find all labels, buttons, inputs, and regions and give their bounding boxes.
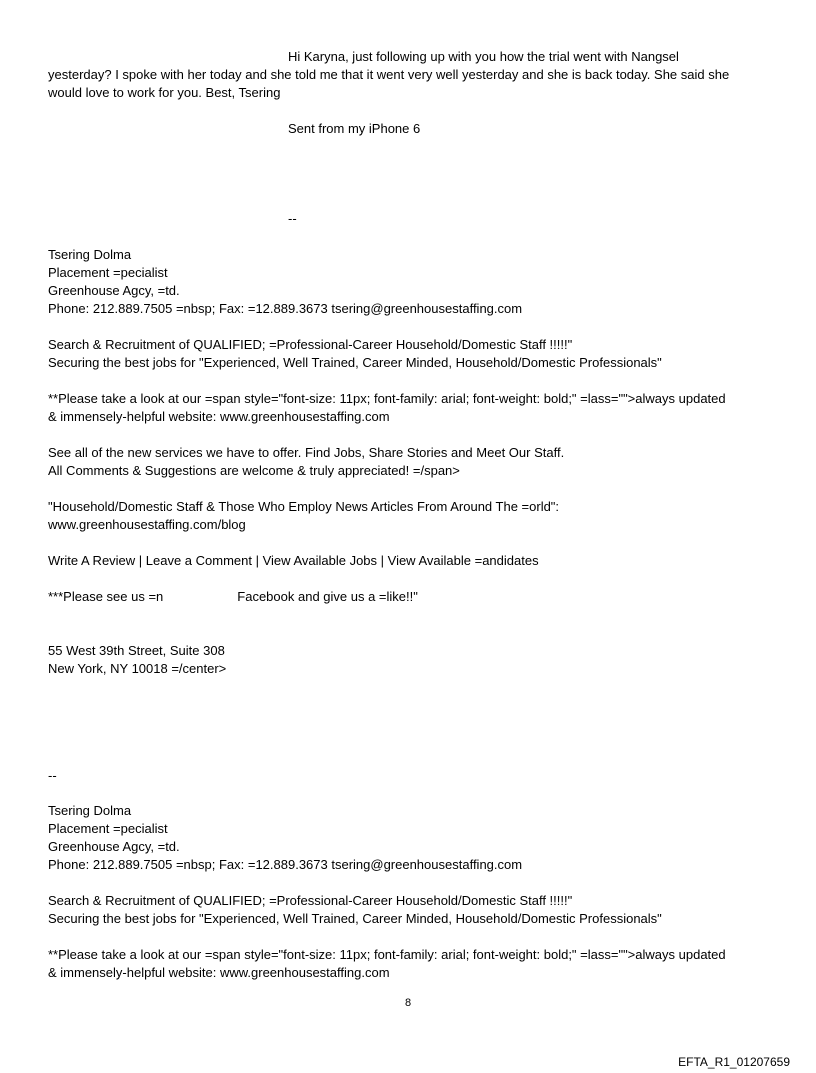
- message-line-1: Hi Karyna, just following up with you how the trial went with Nangsel: [288, 49, 679, 64]
- sig2-separator: --: [48, 768, 57, 783]
- sig1-securing-line: Securing the best jobs for "Experienced, Well Trained, Career Minded, Household/Domestic Professionals": [48, 355, 662, 370]
- sig1-search-line: Search & Recruitment of QUALIFIED; =Professional-Career Household/Domestic Staff !!!!!": [48, 337, 573, 352]
- sig1-title: Placement =pecialist: [48, 265, 168, 280]
- sig2-name: Tsering Dolma: [48, 803, 132, 818]
- sig1-news-line-2: www.greenhousestaffing.com/blog: [48, 517, 246, 532]
- sig1-services-line-2: All Comments & Suggestions are welcome & truly appreciated! =/span>: [48, 463, 460, 478]
- message-line-2: yesterday? I spoke with her today and she told me that it went very well yesterday and she is back today. She said she: [48, 67, 730, 82]
- sig1-services-line-1: See all of the new services we have to offer. Find Jobs, Share Stories and Meet Our Staff.: [48, 445, 565, 460]
- sent-from-line: Sent from my iPhone 6: [288, 121, 421, 136]
- sig1-facebook-line: [48, 588, 418, 606]
- sig1-address-line-1: 55 West 39th Street, Suite 308: [48, 643, 225, 658]
- bates-number: EFTA_R1_01207659: [678, 1055, 790, 1069]
- sig2-title: Placement =pecialist: [48, 821, 168, 836]
- signature-separator: --: [288, 211, 297, 226]
- sig2-securing-line: Securing the best jobs for "Experienced, Well Trained, Career Minded, Household/Domestic Professionals": [48, 911, 662, 926]
- sig1-news-line-1: "Household/Domestic Staff & Those Who Employ News Articles From Around The =orld":: [48, 499, 560, 514]
- sig2-phone-line: Phone: 212.889.7505 =nbsp; Fax: =12.889.3673 tsering@greenhousestaffing.com: [48, 857, 523, 872]
- sig1-address-line-2: New York, NY 10018 =/center>: [48, 661, 227, 676]
- sig1-website-line-2: & immensely-helpful website: www.greenhousestaffing.com: [48, 409, 390, 424]
- sig1-name: Tsering Dolma: [48, 247, 132, 262]
- sig1-links-line: Write A Review | Leave a Comment | View Available Jobs | View Available =andidates: [48, 553, 539, 568]
- sig1-website-line-1: **Please take a look at our =span style="font-size: 11px; font-family: arial; font-weight: bold;" =lass="">always updated: [48, 391, 726, 406]
- sig1-facebook-part-1: ***Please see us =n: [48, 589, 164, 604]
- sig1-phone-line: Phone: 212.889.7505 =nbsp; Fax: =12.889.3673 tsering@greenhousestaffing.com: [48, 301, 523, 316]
- sig2-search-line: Search & Recruitment of QUALIFIED; =Professional-Career Household/Domestic Staff !!!!!": [48, 893, 573, 908]
- sig1-facebook-part-2: Facebook and give us a =like!!": [237, 589, 418, 604]
- sig1-company: Greenhouse Agcy, =td.: [48, 283, 180, 298]
- sig2-website-line-1: **Please take a look at our =span style="font-size: 11px; font-family: arial; font-weight: bold;" =lass="">always updated: [48, 947, 726, 962]
- sig2-website-line-2: & immensely-helpful website: www.greenhousestaffing.com: [48, 965, 390, 980]
- page-number: 8: [404, 997, 412, 1009]
- sig2-company: Greenhouse Agcy, =td.: [48, 839, 180, 854]
- message-line-3: would love to work for you. Best, Tsering: [48, 85, 281, 100]
